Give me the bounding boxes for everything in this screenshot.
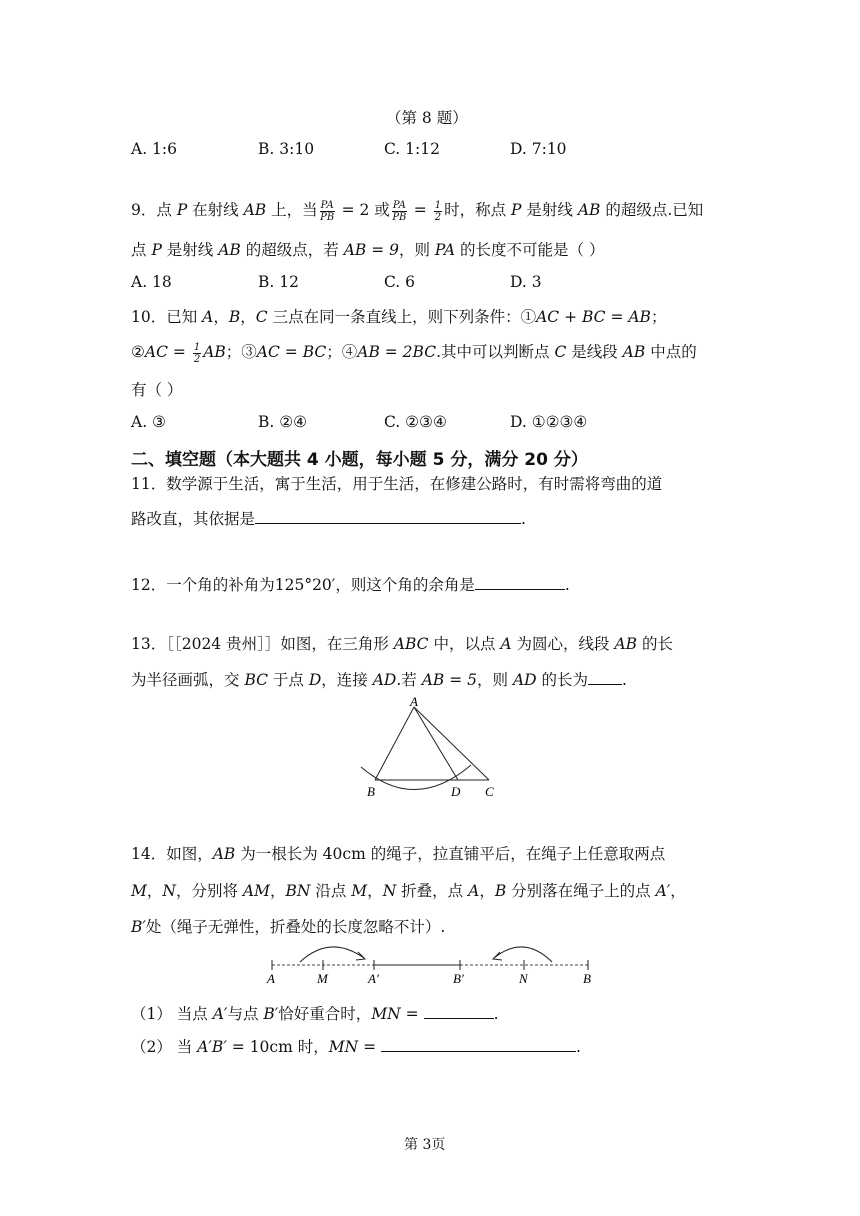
label-a: A (410, 695, 418, 709)
q10-line1: 10．已知 A，B，C 三点在同一条直线上，则下列条件：①AC + BC = AB； (131, 308, 667, 326)
label-b: B (367, 784, 375, 799)
fraction-half: $\frac{1}{2}$ (434, 199, 442, 223)
label-a: A (267, 971, 275, 986)
label-b: B (583, 971, 591, 986)
fraction-half: $\frac{1}{2}$ (193, 341, 201, 365)
q13-line1: 13．［［2024 贵州］］如图，在三角形 ABC 中，以点 A 为圆心，线段 AB 的长 (131, 635, 673, 653)
q10-line3: 有（ ） (131, 381, 183, 399)
q14-sub1: （1） 当点 A′与点 B′恰好重合时，MN = . (131, 1005, 499, 1023)
q9-option-c: C. 6 (384, 273, 416, 291)
page-footer: 第 3页 (404, 1137, 446, 1153)
answer-blank (255, 509, 521, 524)
label-b-prime: B′ (453, 971, 464, 986)
q9-option-d: D. 3 (510, 273, 542, 291)
q8-option-d: D. 7:10 (510, 140, 567, 158)
q8-option-c: C. 1:12 (384, 140, 440, 158)
fig8-caption: （第 8 题） (386, 109, 468, 127)
answer-blank (475, 575, 565, 590)
q8-option-a: A. 1:6 (131, 140, 177, 158)
fold-arrow-left-icon (300, 947, 364, 962)
q13-line2: 为半径画弧，交 BC 于点 D，连接 AD.若 AB = 5，则 AD 的长为 . (131, 671, 627, 689)
label-m: M (317, 971, 328, 986)
q9-option-a: A. 18 (131, 273, 172, 291)
fraction-pa-pb: $\frac{PA}{PB}$ (320, 199, 335, 223)
answer-blank (424, 1004, 494, 1019)
label-c: C (485, 784, 494, 799)
q11-line1: 11．数学源于生活，寓于生活，用于生活，在修建公路时，有时需将弯曲的道 (131, 475, 663, 493)
q9-option-b: B. 12 (258, 273, 299, 291)
q9-line1: 9．点 P 在射线 AB 上，当 $\frac{PA}{PB}$ = 2 或 $\frac{PA}{PB}$ = $\frac{1}{2}$ 时，称点 P 是射线 AB 的超级点.已知 (131, 199, 704, 223)
q10-option-a: A. ③ (131, 413, 166, 431)
q14-line2: M，N，分别将 AM，BN 沿点 M，N 折叠，点 A，B 分别落在绳子上的点 A′， (131, 882, 686, 900)
q11-line2: 路改直，其依据是 . (131, 510, 526, 528)
q14-sub2: （2） 当 A′B′ = 10cm 时，MN = . (131, 1038, 581, 1056)
q9-line2: 点 P 是射线 AB 的超级点，若 AB = 9，则 PA 的长度不可能是（ ） (131, 241, 605, 259)
q12-line: 12．一个角的补角为125°20′，则这个角的余角是 . (131, 576, 570, 594)
q10-line2: ②AC = $\frac{1}{2}$ AB；③AC = BC；④AB = 2BC.其中可以判断点 C 是线段 AB 中点的 (131, 341, 697, 365)
label-n: N (519, 971, 528, 986)
q14-rope-figure (262, 938, 602, 988)
q14-line1: 14．如图，AB 为一根长为 40cm 的绳子，拉直铺平后，在绳子上任意取两点 (131, 845, 666, 863)
answer-blank (381, 1037, 576, 1052)
fold-arrow-right-icon (494, 947, 552, 962)
q8-option-b: B. 3:10 (258, 140, 315, 158)
label-d: D (451, 784, 461, 799)
q10-option-c: C. ②③④ (384, 413, 447, 431)
q10-option-d: D. ①②③④ (510, 413, 588, 431)
label-a-prime: A′ (368, 971, 379, 986)
q13-triangle-figure (355, 695, 505, 805)
section-heading: 二、填空题（本大题共 4 小题，每小题 5 分，满分 20 分） (131, 450, 588, 470)
segment-ab (375, 707, 414, 780)
q10-option-b: B. ②④ (258, 413, 308, 431)
answer-blank (588, 670, 622, 685)
q14-line3: B′处（绳子无弹性，折叠处的长度忽略不计）. (131, 918, 446, 936)
fraction-pa-pb: $\frac{PA}{PB}$ (392, 199, 407, 223)
